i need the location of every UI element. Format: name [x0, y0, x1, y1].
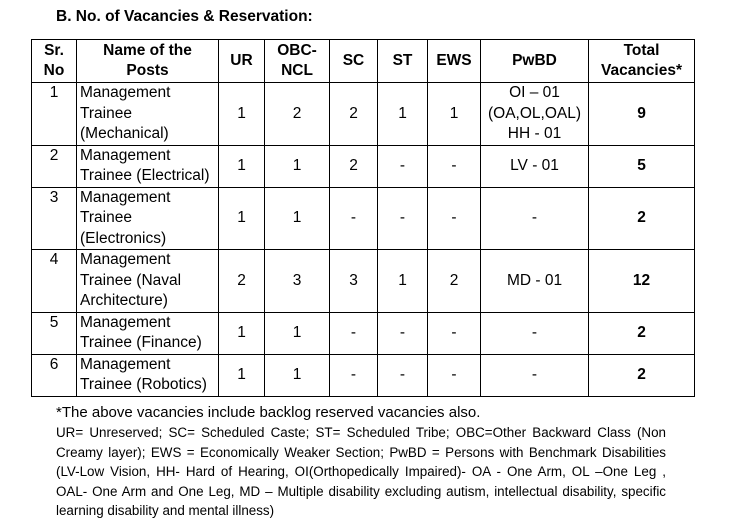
cell-total: 2 [589, 354, 695, 396]
cell-post-name: Management Trainee (Naval Architecture) [77, 250, 219, 313]
cell-st: 1 [378, 83, 428, 146]
cell-post-name: Management Trainee (Mechanical) [77, 83, 219, 146]
cell-post-name: Management Trainee (Robotics) [77, 354, 219, 396]
cell-obc-ncl: 2 [265, 83, 330, 146]
header-obc-ncl: OBC- NCL [265, 40, 330, 83]
cell-pwbd: OI – 01 (OA,OL,OAL) HH - 01 [481, 83, 589, 146]
abbreviations-note: UR= Unreserved; SC= Scheduled Caste; ST= Scheduled Tribe; OBC=Other Backward Class (Non Creamy layer); EWS = Economically Weaker Section; PwBD = Persons with Benchmark Disabilities (LV-Low Vision, HH- Hard of Hearing, OI(Orthopedically Impaired)- OA - One Arm, OL –One Leg , OAL- One Arm and One Leg, MD – Multiple disability excluding autism, intellectual disability, specific learning disability and mental illness) [56, 425, 666, 518]
table-row [32, 187, 695, 250]
cell-sc: - [330, 312, 378, 354]
cell-st: 1 [378, 250, 428, 313]
cell-obc-ncl: 1 [265, 145, 330, 187]
cell-post-name: Management Trainee (Finance) [77, 312, 219, 354]
cell-sr-no: 2 [32, 145, 77, 187]
cell-pwbd: MD - 01 [481, 250, 589, 313]
cell-st: - [378, 312, 428, 354]
notes-section [56, 403, 666, 521]
cell-sc: 2 [330, 83, 378, 146]
header-pwbd: PwBD [481, 40, 589, 83]
cell-ews: 1 [428, 83, 481, 146]
cell-ews: - [428, 145, 481, 187]
cell-ews: - [428, 312, 481, 354]
cell-total: 2 [589, 187, 695, 250]
cell-pwbd: LV - 01 [481, 145, 589, 187]
header-ews: EWS [428, 40, 481, 83]
cell-total: 12 [589, 250, 695, 313]
cell-obc-ncl: 1 [265, 354, 330, 396]
cell-total: 9 [589, 83, 695, 146]
header-sr-no: Sr. No [32, 40, 77, 83]
header-post-name: Name of the Posts [77, 40, 219, 83]
cell-st: - [378, 145, 428, 187]
cell-pwbd: - [481, 354, 589, 396]
header-total-vacancies: Total Vacancies* [589, 40, 695, 83]
cell-ews: 2 [428, 250, 481, 313]
cell-ur: 2 [219, 250, 265, 313]
cell-obc-ncl: 1 [265, 312, 330, 354]
section-heading: B. No. of Vacancies & Reservation: [56, 8, 313, 25]
cell-sr-no: 1 [32, 83, 77, 146]
cell-post-name: Management Trainee (Electronics) [77, 187, 219, 250]
cell-ur: 1 [219, 145, 265, 187]
header-st: ST [378, 40, 428, 83]
cell-ur: 1 [219, 83, 265, 146]
cell-sr-no: 5 [32, 312, 77, 354]
table-row [32, 312, 695, 354]
cell-sc: - [330, 187, 378, 250]
table-row [32, 354, 695, 396]
cell-sc: 2 [330, 145, 378, 187]
cell-ur: 1 [219, 312, 265, 354]
cell-ur: 1 [219, 354, 265, 396]
cell-ur: 1 [219, 187, 265, 250]
cell-ews: - [428, 187, 481, 250]
table-row [32, 145, 695, 187]
table-header-row [32, 40, 695, 83]
table-row [32, 250, 695, 313]
header-ur: UR [219, 40, 265, 83]
backlog-note: *The above vacancies include backlog reserved vacancies also. [56, 404, 481, 421]
cell-st: - [378, 187, 428, 250]
table-row [32, 83, 695, 146]
cell-obc-ncl: 3 [265, 250, 330, 313]
vacancy-table [31, 39, 695, 397]
cell-sr-no: 3 [32, 187, 77, 250]
cell-post-name: Management Trainee (Electrical) [77, 145, 219, 187]
cell-total: 5 [589, 145, 695, 187]
cell-sr-no: 4 [32, 250, 77, 313]
cell-obc-ncl: 1 [265, 187, 330, 250]
header-sc: SC [330, 40, 378, 83]
cell-sc: - [330, 354, 378, 396]
cell-sc: 3 [330, 250, 378, 313]
cell-pwbd: - [481, 187, 589, 250]
cell-st: - [378, 354, 428, 396]
cell-pwbd: - [481, 312, 589, 354]
cell-ews: - [428, 354, 481, 396]
cell-total: 2 [589, 312, 695, 354]
cell-sr-no: 6 [32, 354, 77, 396]
